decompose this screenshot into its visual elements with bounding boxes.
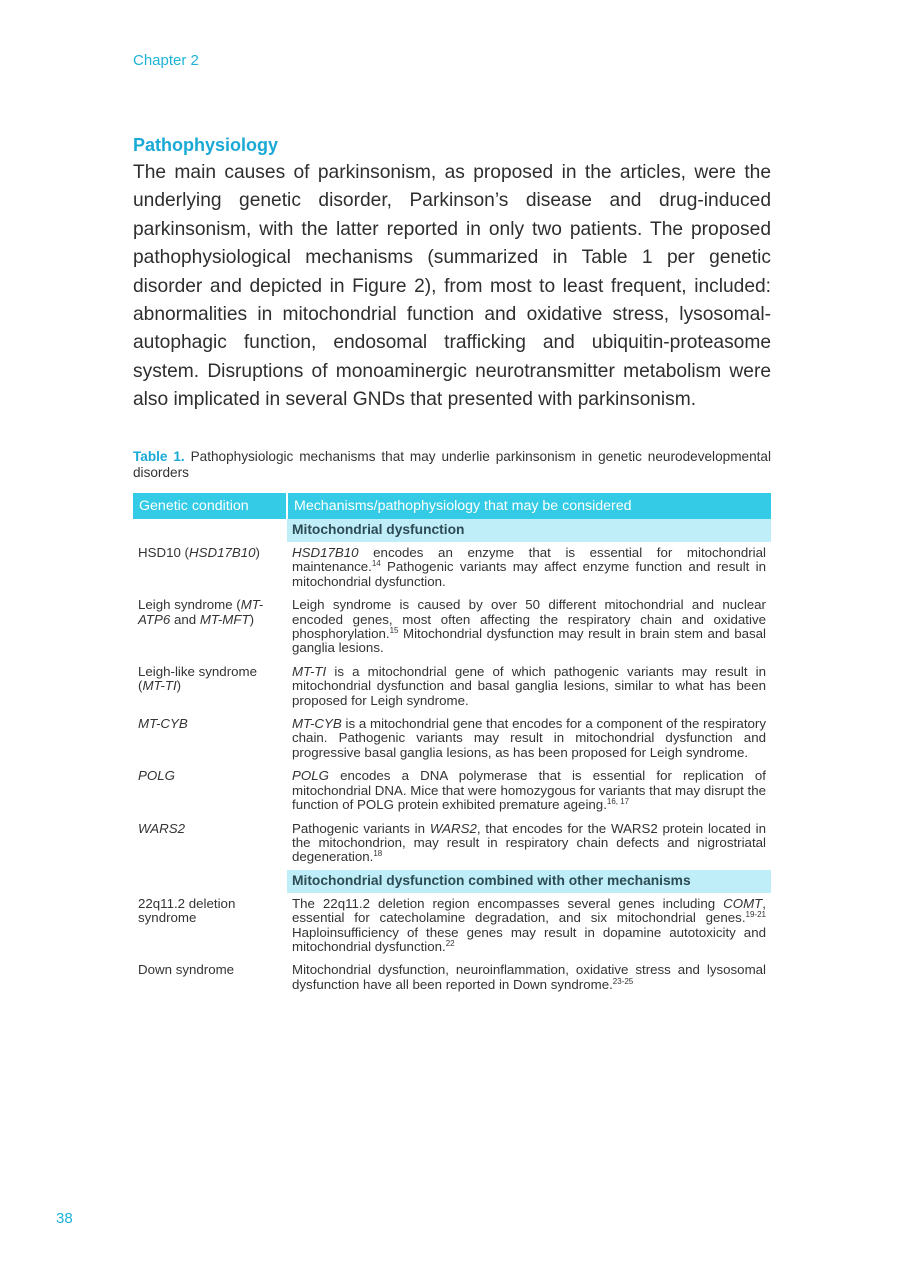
- table-header-row: [133, 493, 771, 519]
- condition-cell: POLG: [138, 768, 175, 784]
- subheader-row: [133, 870, 771, 893]
- subheader-combined: Mitochondrial dysfunction combined with other mechanisms: [287, 870, 771, 893]
- subheader-row: [133, 519, 771, 542]
- mechanism-cell: The 22q11.2 deletion region encompasses several genes including COMT, essential for catecholamine degradation, and six mitochondrial genes.$^{19-21}$ Haploinsufficiency of these genes may result in dopamine autotoxicity and mitochondrial dysfunction.$^{22}$: [292, 895, 766, 954]
- subheader-mitochondrial: Mitochondrial dysfunction: [287, 519, 771, 542]
- mechanism-cell: Pathogenic variants in WARS2, that encodes for the WARS2 protein located in the mitochondrion, may result in respiratory chain defects and nigrostriatal degeneration.$^{18}$: [292, 820, 766, 865]
- header-mechanisms: Mechanisms/pathophysiology that may be considered: [287, 493, 771, 519]
- table-row: [133, 818, 771, 870]
- mechanism-cell: POLG encodes a DNA polymerase that is essential for replication of mitochondrial DNA. Mice that were homozygous for variants that may disrupt the function of POLG protein exhibited premature ageing.$^{16, 17}$: [292, 768, 766, 813]
- table-row: [133, 893, 771, 960]
- table-row: [133, 661, 771, 713]
- header-genetic-condition: Genetic condition: [133, 493, 287, 519]
- table-row: [133, 959, 771, 997]
- table-caption: [133, 449, 771, 481]
- condition-cell: Down syndrome: [138, 962, 235, 978]
- table-caption-label: Table 1.: [133, 449, 185, 464]
- table-caption-text: Pathophysiologic mechanisms that may underlie parkinsonism in genetic neurodevelopmental disorders: [133, 449, 771, 480]
- table-row: [133, 713, 771, 765]
- condition-cell: Leigh-like syndrome (MT-TI): [138, 663, 257, 694]
- table-row: [133, 765, 771, 817]
- chapter-header: Chapter 2: [133, 52, 199, 69]
- table-row: [133, 594, 771, 661]
- mechanisms-table: [133, 493, 771, 997]
- condition-cell: WARS2: [138, 820, 186, 836]
- condition-cell: HSD10 (HSD17B10): [138, 545, 260, 560]
- condition-cell: MT-CYB: [138, 716, 188, 732]
- mechanism-cell: Mitochondrial dysfunction, neuroinflammation, oxidative stress and lysosomal dysfunction have all been reported in Down syndrome.$^{23-25}$: [292, 962, 766, 992]
- page-number: 38: [56, 1210, 73, 1227]
- body-paragraph: The main causes of parkinsonism, as proposed in the articles, were the underlying genetic disorder, Parkinson’s disease and drug-induced parkinsonism, with the latter reported in only two patients. The proposed pathophysiological mechanisms (summarized in Table 1 per genetic disorder and depicted in Figure 2), from most to least frequent, included: abnormalities in mitochondrial function and oxidative stress, lysosomal-autophagic function, endosomal trafficking and ubiquitin-proteasome system. Disruptions of monoaminergic neurotransmitter metabolism were also implicated in several GNDs that presented with parkinsonism.: [133, 162, 771, 411]
- mechanism-cell: Leigh syndrome is caused by over 50 different mitochondrial and nuclear encoded genes, most often affecting the respiratory chain and oxidative phosphorylation.$^{15}$ Mitochondrial dysfunction may result in brain stem and basal ganglia lesions.: [292, 597, 766, 656]
- section-title: Pathophysiology: [133, 135, 279, 155]
- condition-cell: Leigh syndrome (MT-ATP6 and MT-MFT): [138, 597, 264, 627]
- mechanism-cell: MT-TI is a mitochondrial gene of which pathogenic variants may result in mitochondrial dysfunction and basal ganglia lesions, similar to what has been proposed for Leigh syndrome.: [292, 663, 766, 708]
- table-row: [133, 542, 771, 594]
- mechanism-cell: HSD17B10 encodes an enzyme that is essential for mitochondrial maintenance.$^{14}$ Pathogenic variants may affect enzyme function and result in mitochondrial dysfunction.: [292, 545, 766, 589]
- mechanism-cell: MT-CYB is a mitochondrial gene that encodes for a component of the respiratory chain. Pathogenic variants may result in mitochondrial dysfunction and progressive basal ganglia lesions, as has been proposed for Leigh syndrome.: [292, 716, 766, 760]
- condition-cell: 22q11.2 deletion syndrome: [138, 895, 236, 926]
